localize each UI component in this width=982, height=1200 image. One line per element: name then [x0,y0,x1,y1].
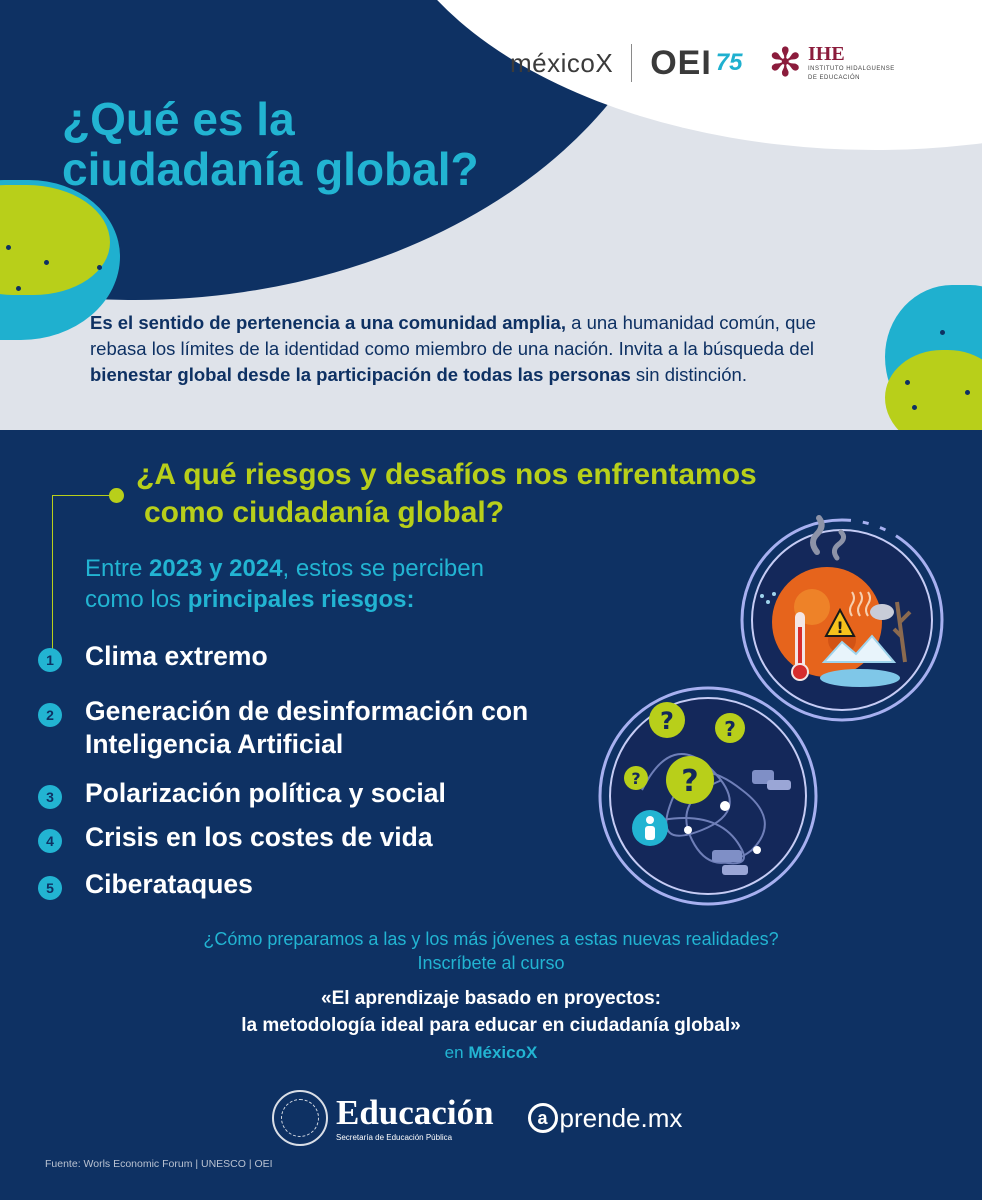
intro-bold: principales riesgos: [187,586,415,614]
definition-text-1: a una humanidad común, que rebasa los límites de la identidad como miembro de una nación. Invita a la búsqueda del [90,312,816,359]
seal-inner-ring [281,1099,319,1137]
intro-mid: , estos se perciben [282,555,484,582]
risks-intro [85,553,484,615]
footer-logos [272,1088,682,1148]
definition-paragraph [90,310,870,388]
sep-subtitle: Secretaría de Educación Pública [336,1132,453,1142]
intro-pre: Entre [85,555,150,582]
title-line-1: ¿Qué es la [62,93,295,145]
decorative-dot [905,380,910,385]
sep-logo [336,1092,494,1142]
decorative-dot [97,265,102,270]
risk-number-badge: 3 [38,785,62,809]
risk-label: Crisis en los costes de vida [85,822,433,852]
risks-question-line-2: como ciudadanía global? [144,495,505,529]
aprende-at-icon: a [528,1103,558,1133]
risk-item-5 [38,868,565,901]
definition-bold-1: Es el sentido de pertenencia a una comunidad amplia, [90,312,566,333]
mexicox-logo: méxicoX [510,47,614,78]
oei-logo: OEI [650,43,712,82]
logo-divider [631,44,632,82]
svg-text:?: ? [660,707,674,735]
risk-label: Ciberataques [85,869,253,899]
title-line-2: ciudadanía global? [62,142,479,195]
aprende-logo [528,1103,683,1134]
sep-seal-icon [272,1090,328,1146]
ihe-subtitle-line2: DE EDUCACIÓN [808,75,861,81]
connector-line-horizontal [52,495,116,496]
ihe-star-icon: ✻ [768,41,802,85]
course-platform-name: MéxicoX [468,1043,538,1062]
risk-label: Clima extremo [85,641,268,671]
svg-text:!: ! [836,618,844,637]
aprende-text: prende.mx [559,1102,683,1133]
risks-question [136,456,757,531]
top-section [0,0,982,430]
course-title [0,986,982,1039]
connector-line-vertical [52,495,53,655]
svg-text:?: ? [724,717,736,741]
course-platform-prefix: en [444,1043,464,1062]
risk-item-3 [38,777,565,810]
risk-number-badge: 2 [38,703,62,727]
decorative-dot [965,390,970,395]
source-note: Fuente: Worls Economic Forum | UNESCO | OEI [45,1158,273,1170]
risk-number-badge: 5 [38,876,62,900]
decorative-dot [912,405,917,410]
decorative-dot [940,330,945,335]
cta-signup: Inscríbete al curso [417,953,565,974]
intro-years: 2023 y 2024 [149,555,283,582]
cta-question: ¿Cómo preparamos a las y los más jóvenes a estas nuevas realidades? [203,929,779,949]
oei-75-mark: 75 [715,49,743,76]
page-title [62,95,479,194]
risk-number-badge: 4 [38,829,62,853]
course-platform [0,1043,982,1063]
svg-text:?: ? [631,769,641,788]
definition-text-2: sin distinción. [630,363,747,385]
risk-item-2 [38,695,565,761]
ihe-subtitle-line1: INSTITUTO HIDALGUENSE [808,65,895,72]
risk-number-badge: 1 [38,648,62,672]
risk-item-4 [38,821,565,854]
ihe-title: IHE [808,42,845,65]
decorative-dot [16,286,21,291]
decorative-dot [44,260,49,265]
connector-dot [109,488,124,503]
risk-item-1 [38,640,565,673]
course-title-line-2: la metodología ideal para educar en ciudadanía global» [241,1014,741,1036]
risk-label: Polarización política y social [85,778,446,808]
ihe-logo [808,44,895,82]
intro-pre2: como los [85,586,188,614]
partner-logos [510,42,895,84]
sep-title: Educación [336,1092,494,1132]
risks-question-line-1: ¿A qué riesgos y desafíos nos enfrentamos [136,458,757,491]
svg-text:?: ? [681,764,699,799]
definition-bold-2: bienestar global desde la participación de todas las personas [90,363,631,385]
course-title-line-1: «El aprendizaje basado en proyectos: [321,988,661,1009]
risk-label: Generación de desinformación con Inteligencia Artificial [85,696,529,760]
decorative-dot [6,245,11,250]
cta-question-block [0,927,982,976]
misinformation-illustration [592,680,824,912]
